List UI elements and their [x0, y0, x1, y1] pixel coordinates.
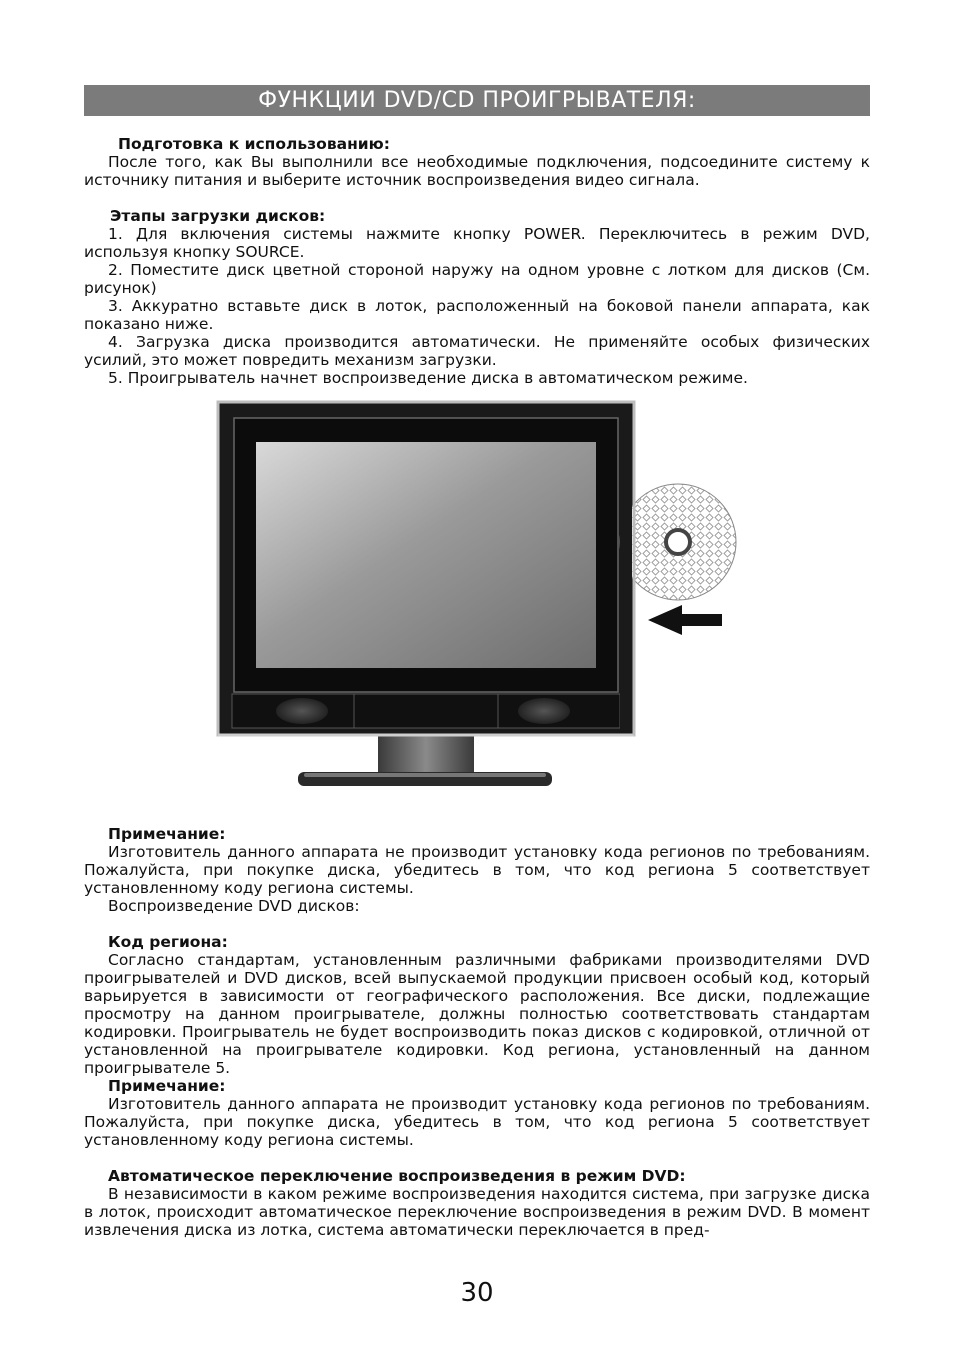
- auto-heading: Автоматическое переключение воспроизведения в режим DVD:: [108, 1167, 686, 1185]
- note1-text: Изготовитель данного аппарата не производит установку кода регионов по требованиям. Пожалуйста, при покупке диска, убедитесь в том, что код региона 5 соответствует установленному коду региона системы.: [84, 843, 870, 897]
- spacer: [84, 915, 870, 933]
- note1-text2: Воспроизведение DVD дисков:: [108, 897, 360, 915]
- section-title: ФУНКЦИИ DVD/CD ПРОИГРЫВАТЕЛЯ:: [258, 88, 696, 113]
- loading-heading: Этапы загрузки дисков:: [110, 207, 326, 225]
- tv-speaker-right: [518, 698, 570, 724]
- disc-hole: [666, 530, 690, 554]
- disc-loading-illustration: [84, 387, 870, 807]
- page-content: [84, 135, 870, 1239]
- arrow-shape: [648, 605, 722, 635]
- loading-step-5: 5. Проигрыватель начнет воспроизведение диска в автоматическом режиме.: [108, 369, 748, 387]
- region-heading: Код региона:: [108, 933, 228, 951]
- spacer: [84, 1149, 870, 1167]
- section-banner: [84, 85, 870, 116]
- prep-heading: Подготовка к использованию:: [118, 135, 390, 153]
- loading-step-4: 4. Загрузка диска производится автоматически. Не применяйте особых физических усилий, это может повредить механизм загрузки.: [84, 333, 870, 369]
- insert-arrow-icon: [648, 605, 722, 635]
- loading-step-2: 2. Поместите диск цветной стороной наружу на одном уровне с лотком для дисков (См. рисунок): [84, 261, 870, 297]
- note1-heading: Примечание:: [108, 825, 226, 843]
- spacer: [84, 807, 870, 825]
- illustration-svg: [84, 387, 870, 807]
- loading-step-1: 1. Для включения системы нажмите кнопку POWER. Переключитесь в режим DVD, используя кнопку SOURCE.: [84, 225, 870, 261]
- tv-monitor-icon: [218, 402, 634, 786]
- loading-step-3: 3. Аккуратно вставьте диск в лоток, расположенный на боковой панели аппарата, как показано ниже.: [84, 297, 870, 333]
- prep-text: После того, как Вы выполнили все необходимые подключения, подсоедините систему к источнику питания и выберите источник воспроизведения видео сигнала.: [84, 153, 870, 189]
- spacer: [84, 189, 870, 207]
- disc-icon: [620, 402, 736, 735]
- tv-screen: [256, 442, 596, 668]
- page-number: 30: [460, 1278, 494, 1308]
- note2-heading: Примечание:: [108, 1077, 226, 1095]
- auto-text: В независимости в каком режиме воспроизведения находится система, при загрузке диска в лоток, происходит автоматическое переключение воспроизведения в режим DVD. В момент извлечения диска из лотка, система автоматически переключается в пред-: [84, 1185, 870, 1239]
- tv-stand-neck: [378, 732, 474, 774]
- note2-text: Изготовитель данного аппарата не производит установку кода регионов по требованиям. Пожалуйста, при покупке диска, убедитесь в том, что код региона 5 соответствует установленному коду региона системы.: [84, 1095, 870, 1149]
- region-text: Согласно стандартам, установленным различными фабриками производителями DVD проигрывателей и DVD дисков, всей выпускаемой продукции присвоен особый код, который варьируется в зависимости от географического расположения. Все диски, подлежащие просмотру на данном проигрывателе, должны полностью соответствовать стандартам кодировки. Проигрыватель не будет воспроизводить показ дисков с кодировкой, отличной от установленной на проигрывателе кодировки. Код региона, установленный на данном проигрывателе 5.: [84, 951, 870, 1077]
- tv-speaker-left: [276, 698, 328, 724]
- tv-stand-highlight: [304, 773, 546, 777]
- tv-side-panel: [620, 404, 632, 733]
